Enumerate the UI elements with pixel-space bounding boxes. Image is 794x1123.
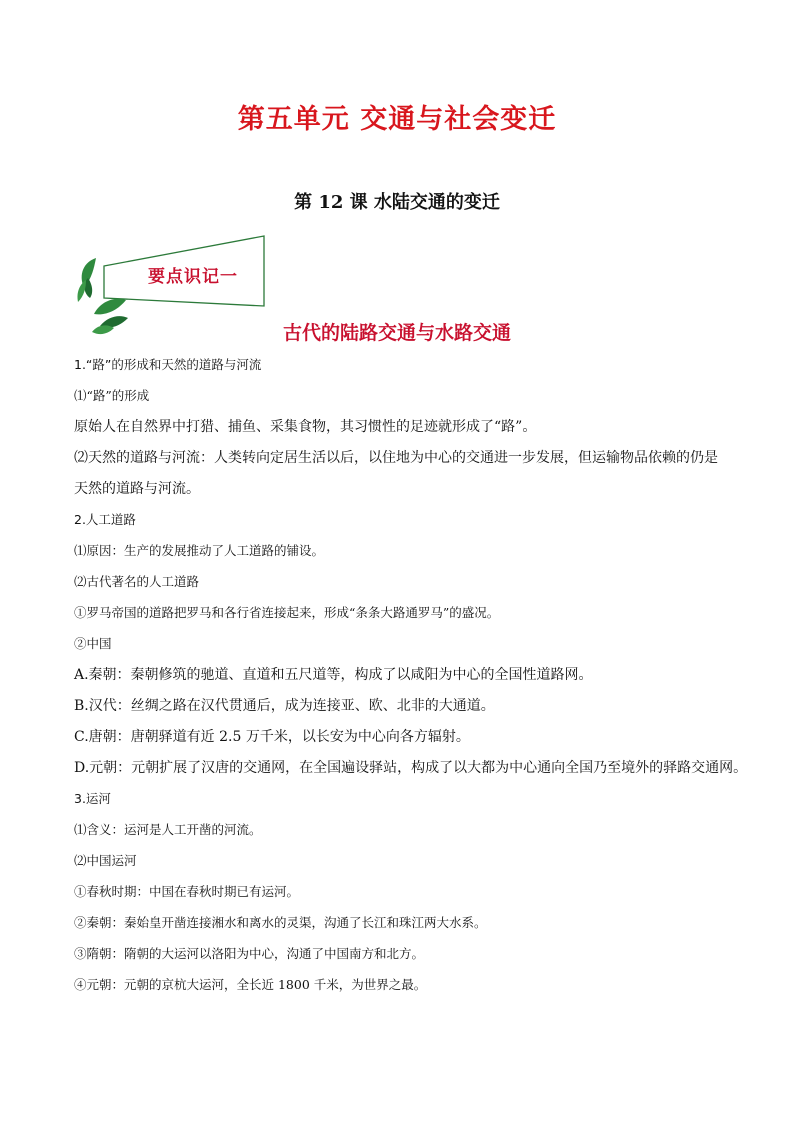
- heading-3: 3.运河: [74, 791, 111, 806]
- heading-1: 1.“路”的形成和天然的道路与河流: [74, 357, 262, 372]
- list-item: C.唐朝：唐朝驿道有近 2.5 万千米，以长安为中心向各方辐射。: [74, 729, 470, 745]
- list-item: ④元朝：元朝的京杭大运河，全长近 1800 千米，为世界之最。: [74, 977, 427, 992]
- paragraph: ⑵天然的道路与河流：人类转向定居生活以后，以住地为中心的交通进一步发展，但运输物品依赖的仍是: [74, 450, 718, 466]
- subheading: ⑵中国运河: [74, 853, 137, 868]
- heading-2: 2.人工道路: [74, 512, 136, 527]
- list-item: ⑴含义：运河是人工开凿的河流。: [74, 822, 262, 837]
- paragraph: 天然的道路与河流。: [74, 481, 200, 497]
- list-item: ②秦朝：秦始皇开凿连接湘水和离水的灵渠，沟通了长江和珠江两大水系。: [74, 915, 487, 930]
- unit-title: 第五单元 交通与社会变迁: [237, 104, 557, 135]
- list-item: ②中国: [74, 636, 112, 651]
- list-item: A.秦朝：秦朝修筑的驰道、直道和五尺道等，构成了以咸阳为中心的全国性道路网。: [74, 667, 593, 683]
- list-item: ①春秋时期：中国在春秋时期已有运河。: [74, 884, 300, 899]
- badge-label: 要点识记一: [148, 267, 238, 287]
- list-item: ①罗马帝国的道路把罗马和各行省连接起来，形成“条条大路通罗马”的盛况。: [74, 605, 500, 620]
- list-item: D.元朝：元朝扩展了汉唐的交通网，在全国遍设驿站，构成了以大都为中心通向全国乃至境外的驿路交通网。: [74, 760, 748, 776]
- subheading: ⑵古代著名的人工道路: [74, 574, 200, 589]
- list-item: B.汉代：丝绸之路在汉代贯通后，成为连接亚、欧、北非的大通道。: [74, 698, 495, 714]
- section-title: 古代的陆路交通与水路交通: [282, 322, 511, 344]
- lesson-title: 第 12 课 水陆交通的变迁: [294, 192, 500, 213]
- subheading: ⑴“路”的形成: [74, 388, 150, 403]
- list-item: ③隋朝：隋朝的大运河以洛阳为中心，沟通了中国南方和北方。: [74, 946, 425, 961]
- notes-body: [74, 355, 748, 1006]
- paragraph: 原始人在自然界中打猎、捕鱼、采集食物，其习惯性的足迹就形成了“路”。: [74, 419, 537, 435]
- list-item: ⑴原因：生产的发展推动了人工道路的铺设。: [74, 543, 325, 558]
